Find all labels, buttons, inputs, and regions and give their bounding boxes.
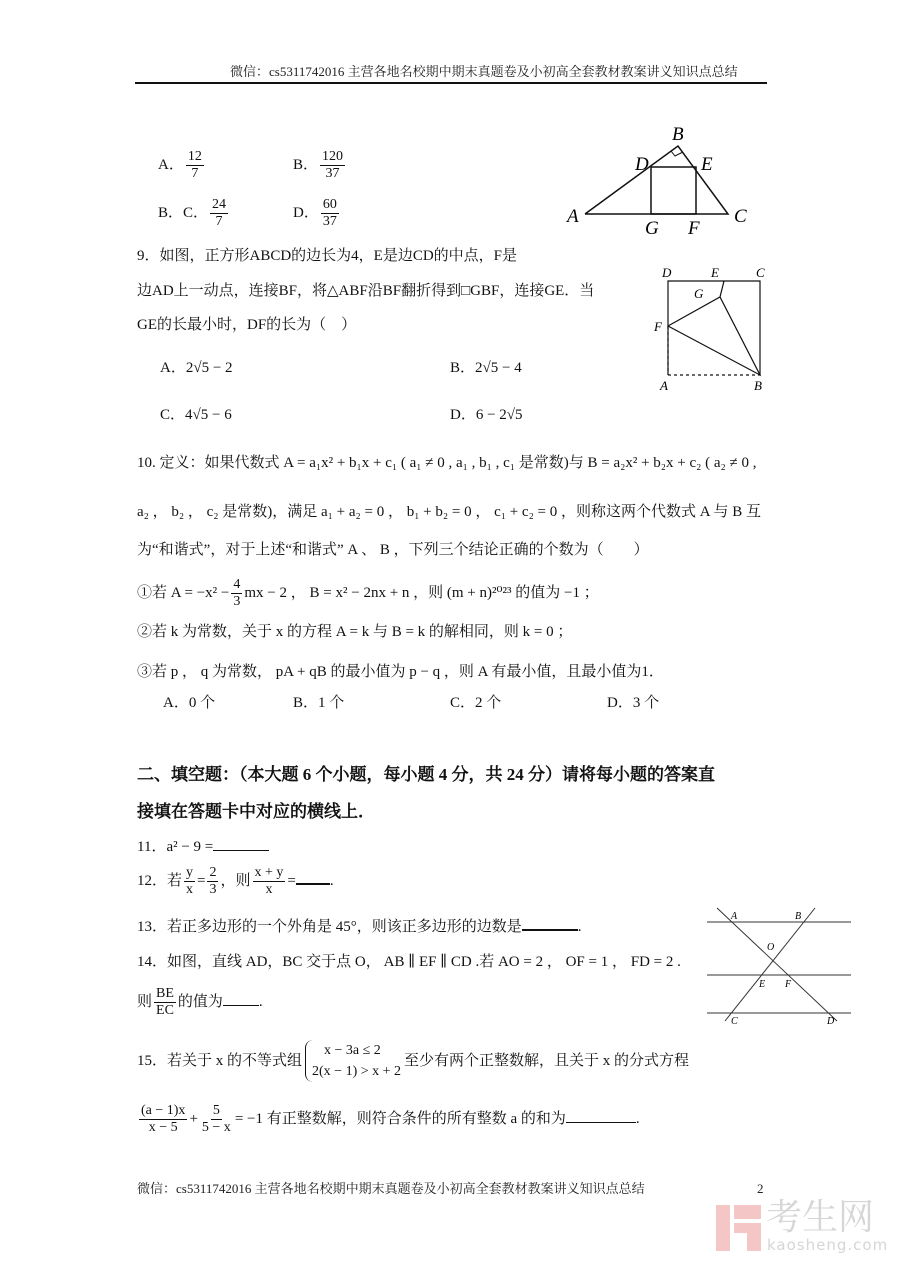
svg-text:F: F bbox=[688, 218, 700, 239]
denominator: x bbox=[186, 882, 194, 897]
text: 11．a² − 9 = bbox=[137, 839, 214, 855]
text: . bbox=[635, 1110, 640, 1127]
text: . bbox=[258, 993, 263, 1010]
inequality: x − 3a ≤ 2 bbox=[324, 1043, 381, 1058]
svg-text:O: O bbox=[767, 942, 775, 953]
page-footer: 微信：cs5311742016 主营各地名校期中期末真题卷及小初高全套教材教案讲义知识点总结 bbox=[137, 1181, 645, 1196]
svg-text:G: G bbox=[645, 218, 659, 239]
numerator: 120 bbox=[322, 149, 344, 164]
q14-line1: 14．如图，直线 AD，BC 交于点 O， AB ∥ EF ∥ CD .若 AO = 2 ， OF = 1 ， FD = 2 . bbox=[137, 954, 681, 970]
numerator: 24 bbox=[212, 197, 227, 212]
answer-blank[interactable] bbox=[522, 929, 578, 931]
text: = bbox=[197, 872, 206, 889]
q8-option-a bbox=[158, 150, 206, 181]
svg-text:C: C bbox=[731, 1016, 738, 1025]
q8-option-b bbox=[293, 150, 347, 181]
q10-statement-1 bbox=[137, 578, 599, 609]
svg-text:C: C bbox=[756, 265, 765, 280]
square-figure bbox=[650, 262, 775, 397]
fraction bbox=[231, 578, 242, 609]
text: 的值为 bbox=[177, 993, 223, 1010]
text: ，则 bbox=[220, 872, 251, 889]
q10-line3: 为“和谐式”，对于上述“和谐式” A 、 B ，下列三个结论正确的个数为（ ） bbox=[137, 542, 649, 558]
denominator: x − 5 bbox=[148, 1120, 178, 1135]
numerator: y bbox=[186, 865, 194, 880]
q8-option-c bbox=[158, 198, 230, 229]
section-heading: 二、填空题：（本大题 6 个小题，每小题 4 分，共 24 分）请将每小题的答案直 bbox=[137, 765, 715, 784]
page-number: 2 bbox=[757, 1181, 764, 1196]
answer-blank[interactable] bbox=[213, 850, 269, 851]
svg-text:D: D bbox=[827, 1016, 835, 1025]
q9-line2: 边AD上一动点，连接BF，将△ABF沿BF翻折得到□GBF，连接GE．当 bbox=[137, 283, 595, 299]
q12 bbox=[137, 866, 334, 897]
text: mx − 2 ， B = x² − 2nx + n ，则 (m + n)²⁰²³ 的值为 −1 ； bbox=[244, 584, 599, 601]
denominator: 3 bbox=[209, 882, 217, 897]
q10-option-c: C．2 个 bbox=[450, 695, 502, 711]
svg-text:F: F bbox=[785, 979, 792, 990]
watermark-url: kaosheng.com bbox=[767, 1236, 889, 1254]
numerator: 60 bbox=[322, 197, 337, 212]
text: ①若 A = −x² − bbox=[137, 584, 230, 601]
svg-text:A: A bbox=[660, 378, 668, 393]
numerator: 4 bbox=[233, 577, 241, 592]
q10-line1: 10. 定义：如果代数式 A = a₁x² + b₁x + c₁ ( a₁ ≠ 0 , a₁ , b₁ , c₁ 是常数)与 B = a₂x² + b₂x + c₂ ( a₂ ≠ 0 , bbox=[137, 455, 757, 471]
numerator: 5 bbox=[212, 1103, 220, 1118]
q11 bbox=[137, 840, 269, 855]
triangle-figure bbox=[565, 122, 755, 240]
option-label: A． bbox=[158, 156, 184, 173]
numerator: x + y bbox=[254, 865, 284, 880]
q9-option-b: B．2√5 − 4 bbox=[450, 360, 522, 376]
svg-text:E: E bbox=[701, 154, 713, 175]
svg-text:A: A bbox=[731, 911, 738, 922]
svg-text:F: F bbox=[654, 319, 662, 334]
fraction bbox=[200, 1104, 233, 1135]
label-b: B bbox=[672, 124, 684, 145]
parallel-lines-figure bbox=[705, 905, 855, 1025]
fraction bbox=[154, 987, 176, 1018]
q10-statement-3: ③若 p ， q 为常数， pA + qB 的最小值为 p − q ，则 A 有最小值，且最小值为1． bbox=[137, 664, 664, 680]
text: 13．若正多边形的一个外角是 45°，则该正多边形的边数是 bbox=[137, 919, 522, 935]
watermark-text: 考生网 bbox=[766, 1197, 875, 1238]
fraction bbox=[320, 150, 345, 181]
text: 则 bbox=[137, 993, 153, 1010]
text: 12．若 bbox=[137, 872, 183, 889]
svg-text:E: E bbox=[711, 265, 719, 280]
q9-option-c: C．4√5 − 6 bbox=[160, 407, 232, 423]
text: 15．若关于 x 的不等式组 bbox=[137, 1052, 303, 1069]
svg-text:C: C bbox=[734, 206, 747, 227]
section-heading-cont: 接填在答题卡中对应的横线上． bbox=[137, 802, 375, 821]
svg-text:B: B bbox=[795, 911, 802, 922]
header-rule bbox=[135, 82, 767, 84]
fraction bbox=[321, 198, 339, 229]
fraction bbox=[207, 866, 218, 897]
denominator: 5 − x bbox=[201, 1120, 231, 1135]
option-label: D． bbox=[293, 204, 319, 221]
text: = bbox=[287, 872, 296, 889]
q9-option-a: A．2√5 − 2 bbox=[160, 360, 233, 376]
denominator: x bbox=[265, 882, 273, 897]
answer-blank[interactable] bbox=[566, 1122, 636, 1123]
denominator: 7 bbox=[215, 214, 223, 229]
page-header: 微信：cs5311742016 主营各地名校期中期末真题卷及小初高全套教材教案讲义知识点总结 bbox=[230, 64, 738, 79]
q10-statement-2: ②若 k 为常数，关于 x 的方程 A = k 与 B = k 的解相同，则 k = 0 ； bbox=[137, 624, 573, 640]
inequality-system bbox=[305, 1040, 401, 1082]
answer-blank[interactable] bbox=[223, 1005, 259, 1006]
q13 bbox=[137, 920, 582, 935]
q8-option-d bbox=[293, 198, 341, 229]
text: 至少有两个正整数解，且关于 x 的分式方程 bbox=[404, 1052, 690, 1069]
svg-text:A: A bbox=[567, 206, 579, 227]
answer-blank[interactable] bbox=[296, 883, 330, 885]
q9-option-d: D．6 − 2√5 bbox=[450, 407, 523, 423]
numerator: 2 bbox=[209, 865, 217, 880]
denominator: 7 bbox=[191, 166, 199, 181]
denominator: 3 bbox=[233, 594, 241, 609]
fraction bbox=[210, 198, 228, 229]
denominator: 37 bbox=[325, 166, 340, 181]
q9-line3: GE的长最小时，DF的长为（ ） bbox=[137, 317, 357, 333]
svg-text:D: D bbox=[635, 154, 649, 175]
q10-line2: a₂ ， b₂ ， c₂ 是常数)，满足 a₁ + a₂ = 0 ， b₁ + b₂ = 0 ， c₁ + c₂ = 0 ，则称这两个代数式 A 与 B 互 bbox=[137, 504, 762, 520]
numerator: (a − 1)x bbox=[141, 1103, 186, 1118]
q9-line1: 9．如图，正方形ABCD的边长为4，E是边CD的中点，F是 bbox=[137, 248, 518, 264]
q10-option-a: A．0 个 bbox=[163, 695, 216, 711]
text: . bbox=[329, 872, 334, 889]
option-label: B．C． bbox=[158, 204, 209, 221]
q10-option-d: D．3 个 bbox=[607, 695, 660, 711]
q15-line2 bbox=[137, 1104, 640, 1135]
text: = −1 有正整数解，则符合条件的所有整数 a 的和为 bbox=[234, 1110, 566, 1127]
numerator: BE bbox=[156, 986, 174, 1001]
text: + bbox=[189, 1110, 198, 1127]
fraction bbox=[253, 866, 286, 897]
text: . bbox=[577, 919, 582, 935]
fraction bbox=[139, 1104, 187, 1135]
watermark-logo-icon bbox=[716, 1205, 761, 1251]
svg-text:D: D bbox=[662, 265, 672, 280]
option-label: B． bbox=[293, 156, 319, 173]
numerator: 12 bbox=[187, 149, 202, 164]
svg-text:B: B bbox=[754, 378, 762, 393]
inequality: 2(x − 1) > x + 2 bbox=[312, 1064, 402, 1079]
denominator: EC bbox=[156, 1003, 174, 1018]
denominator: 37 bbox=[322, 214, 337, 229]
q10-option-b: B．1 个 bbox=[293, 695, 345, 711]
fraction bbox=[186, 150, 204, 181]
fraction bbox=[184, 866, 195, 897]
q14-line2 bbox=[137, 987, 263, 1018]
q15-line1 bbox=[137, 1040, 689, 1082]
svg-text:E: E bbox=[759, 979, 766, 990]
svg-text:G: G bbox=[694, 286, 704, 301]
